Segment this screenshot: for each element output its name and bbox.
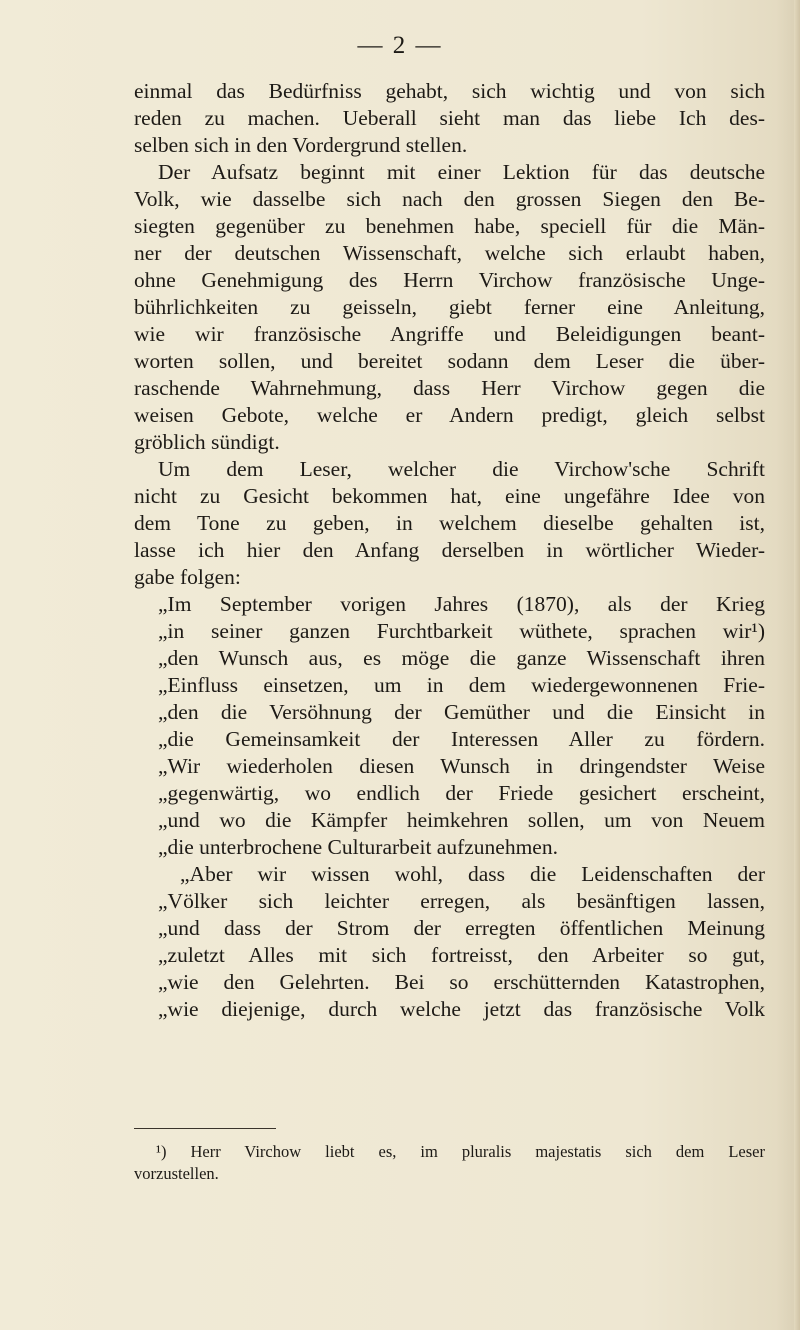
quote-line: „die Gemeinsamkeit der Interessen Aller zu fördern. <box>158 727 765 751</box>
text-line: gröblich sündigt. <box>134 430 280 454</box>
text-line: lasse ich hier den Anfang derselben in wörtlicher Wieder- <box>134 538 765 562</box>
text-line: bührlichkeiten zu geisseln, giebt ferner eine Anleitung, <box>134 295 765 319</box>
quote-line: „wie diejenige, durch welche jetzt das französische Volk <box>158 997 765 1021</box>
page-edge-shadow <box>794 0 800 1330</box>
text-line: worten sollen, und bereitet sodann dem Leser die über- <box>134 349 765 373</box>
text-line: Um dem Leser, welcher die Virchow'sche Schrift <box>158 457 765 481</box>
text-line: weisen Gebote, welche er Andern predigt, gleich selbst <box>134 403 765 427</box>
text-line: nicht zu Gesicht bekommen hat, eine ungefähre Idee von <box>134 484 765 508</box>
text-line: dem Tone zu geben, in welchem dieselbe gehalten ist, <box>134 511 765 535</box>
text-line: ner der deutschen Wissenschaft, welche sich erlaubt haben, <box>134 241 765 265</box>
quote-line: „gegenwärtig, wo endlich der Friede gesichert erscheint, <box>158 781 765 805</box>
quote-line: „den Wunsch aus, es möge die ganze Wissenschaft ihren <box>158 646 765 670</box>
text-line: ohne Genehmigung des Herrn Virchow französische Unge- <box>134 268 765 292</box>
text-line: Der Aufsatz beginnt mit einer Lektion für das deutsche <box>158 160 765 184</box>
page-number: — 2 — <box>357 32 443 59</box>
quote-line: „Völker sich leichter erregen, als besänftigen lassen, <box>158 889 765 913</box>
quote-line: „den die Versöhnung der Gemüther und die Einsicht in <box>158 700 765 724</box>
quote-line: „zuletzt Alles mit sich fortreisst, den Arbeiter so gut, <box>158 943 765 967</box>
text-line: selben sich in den Vordergrund stellen. <box>134 133 468 157</box>
footnote-line: ¹) Herr Virchow liebt es, im pluralis majestatis sich dem Leser <box>156 1142 765 1161</box>
quote-line: „und wo die Kämpfer heimkehren sollen, um von Neuem <box>158 808 765 832</box>
text-line: reden zu machen. Ueberall sieht man das liebe Ich des- <box>134 106 765 130</box>
quote-line: „Im September vorigen Jahres (1870), als der Krieg <box>158 592 765 616</box>
quote-line: „in seiner ganzen Furchtbarkeit wüthete, sprachen wir¹) <box>158 619 765 643</box>
quote-line: „wie den Gelehrten. Bei so erschütternden Katastrophen, <box>158 970 765 994</box>
text-line: einmal das Bedürfniss gehabt, sich wichtig und von sich <box>134 79 765 103</box>
text-line: raschende Wahrnehmung, dass Herr Virchow gegen die <box>134 376 765 400</box>
text-line: Volk, wie dasselbe sich nach den grossen Siegen den Be- <box>134 187 765 211</box>
text-line: siegten gegenüber zu benehmen habe, speciell für die Män- <box>134 214 765 238</box>
text-line: wie wir französische Angriffe und Beleidigungen beant- <box>134 322 765 346</box>
quote-line: „und dass der Strom der erregten öffentlichen Meinung <box>158 916 765 940</box>
text-line: gabe folgen: <box>134 565 241 589</box>
footnote-line: vorzustellen. <box>134 1164 219 1183</box>
quote-line: „Aber wir wissen wohl, dass die Leidenschaften der <box>180 862 765 886</box>
quote-line: „Einfluss einsetzen, um in dem wiedergewonnenen Frie- <box>158 673 765 697</box>
quote-line: „Wir wiederholen diesen Wunsch in dringendster Weise <box>158 754 765 778</box>
footnote-divider <box>134 1128 276 1129</box>
quote-line: „die unterbrochene Culturarbeit aufzunehmen. <box>158 835 558 859</box>
